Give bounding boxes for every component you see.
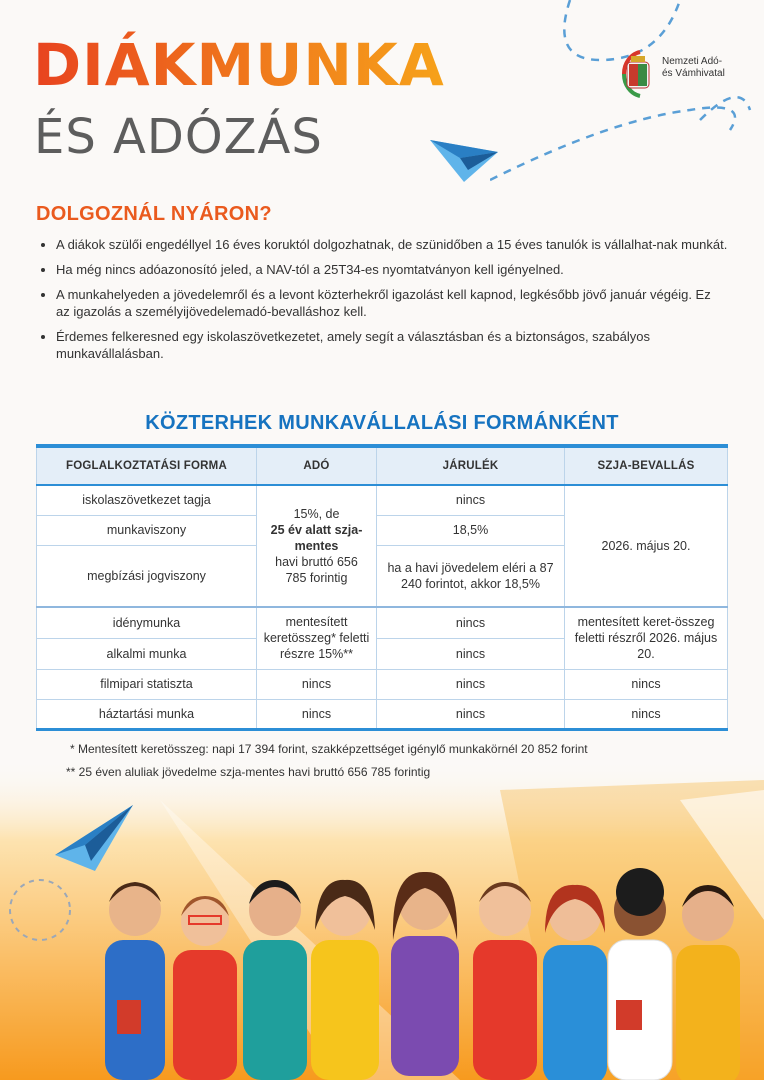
table-header-row: [37, 446, 728, 485]
section-heading: DOLGOZNÁL NYÁRON?: [36, 203, 272, 225]
column-header-ado: ADÓ: [257, 446, 377, 485]
logo-line-2: és Vámhivatal: [662, 68, 725, 79]
cell-szja: nincs: [565, 669, 728, 699]
ado-a-line-1: 15%, de: [293, 507, 340, 521]
column-header-szja: SZJA-BEVALLÁS: [565, 446, 728, 485]
ado-a-line-3: havi bruttó 656 785 forintig: [275, 555, 358, 585]
cell-jarulek: ha a havi jövedelem eléri a 87 240 forintot, akkor 18,5%: [377, 545, 565, 607]
page-subtitle: ÉS ADÓZÁS: [34, 109, 323, 165]
cell-szja-group-a: 2026. május 20.: [565, 485, 728, 607]
cell-jarulek: nincs: [377, 638, 565, 669]
table-row: [37, 485, 728, 515]
cell-jarulek: nincs: [377, 669, 565, 699]
paper-plane-icon: [430, 130, 500, 190]
ado-a-line-2: 25 év alatt szja-mentes: [270, 523, 363, 553]
column-header-forma: FOGLALKOZTATÁSI FORMA: [37, 446, 257, 485]
footnote-2: ** 25 éven aluliak jövedelme szja-mentes havi bruttó 656 785 forintig: [66, 765, 431, 779]
students-illustration: [105, 868, 740, 1080]
logo-text: [662, 56, 725, 80]
logo-line-1: Nemzeti Adó-: [662, 56, 723, 67]
cell-form: munkaviszony: [37, 515, 257, 545]
table-row: [37, 607, 728, 638]
cell-form: filmipari statiszta: [37, 669, 257, 699]
cell-szja: nincs: [565, 699, 728, 729]
cell-form: iskolaszövetkezet tagja: [37, 485, 257, 515]
cell-ado-group-a: [257, 485, 377, 607]
cell-ado: nincs: [257, 699, 377, 729]
tax-table: [36, 444, 728, 731]
column-header-jarulek: JÁRULÉK: [377, 446, 565, 485]
cell-ado-group-b: mentesített keretösszeg* feletti részre 15%**: [257, 607, 377, 669]
list-item: A munkahelyeden a jövedelemről és a levont közterhekről igazolást kell kapnod, legkésőbb jövő január végéig. Ez az igazolás a személyijövedelemadó-bevalláshoz kell.: [38, 286, 728, 320]
cell-form: háztartási munka: [37, 699, 257, 729]
info-list: [38, 236, 728, 370]
list-item: Ha még nincs adóazonosító jeled, a NAV-tól a 25T34-es nyomtatványon kell igényelned.: [38, 261, 728, 278]
list-item: A diákok szülői engedéllyel 16 éves koruktól dolgozhatnak, de szünidőben a 15 éves tanulók is vállalhat-nak munkát.: [38, 236, 728, 253]
cell-form: idénymunka: [37, 607, 257, 638]
paper-plane-icon-2: [55, 805, 135, 875]
list-item: Érdemes felkeresned egy iskolaszövetkezetet, amely segít a választásban és a biztonságos, szabályos munkavállalásban.: [38, 328, 728, 362]
table-row: [37, 699, 728, 729]
footnote-1: * Mentesített keretösszeg: napi 17 394 forint, szakképzettséget igénylő munkakörnél 20 852 forint: [70, 742, 588, 756]
cell-ado: nincs: [257, 669, 377, 699]
page-title: DIÁKMUNKA: [33, 31, 445, 99]
cell-szja-group-b: mentesített keret-összeg feletti részről 2026. május 20.: [565, 607, 728, 669]
table-row: [37, 669, 728, 699]
cell-jarulek: 18,5%: [377, 515, 565, 545]
cell-jarulek: nincs: [377, 607, 565, 638]
cell-form: alkalmi munka: [37, 638, 257, 669]
cell-form: megbízási jogviszony: [37, 545, 257, 607]
table-heading: KÖZTERHEK MUNKAVÁLLALÁSI FORMÁNKÉNT: [145, 412, 619, 434]
cell-jarulek: nincs: [377, 699, 565, 729]
cell-jarulek: nincs: [377, 485, 565, 515]
